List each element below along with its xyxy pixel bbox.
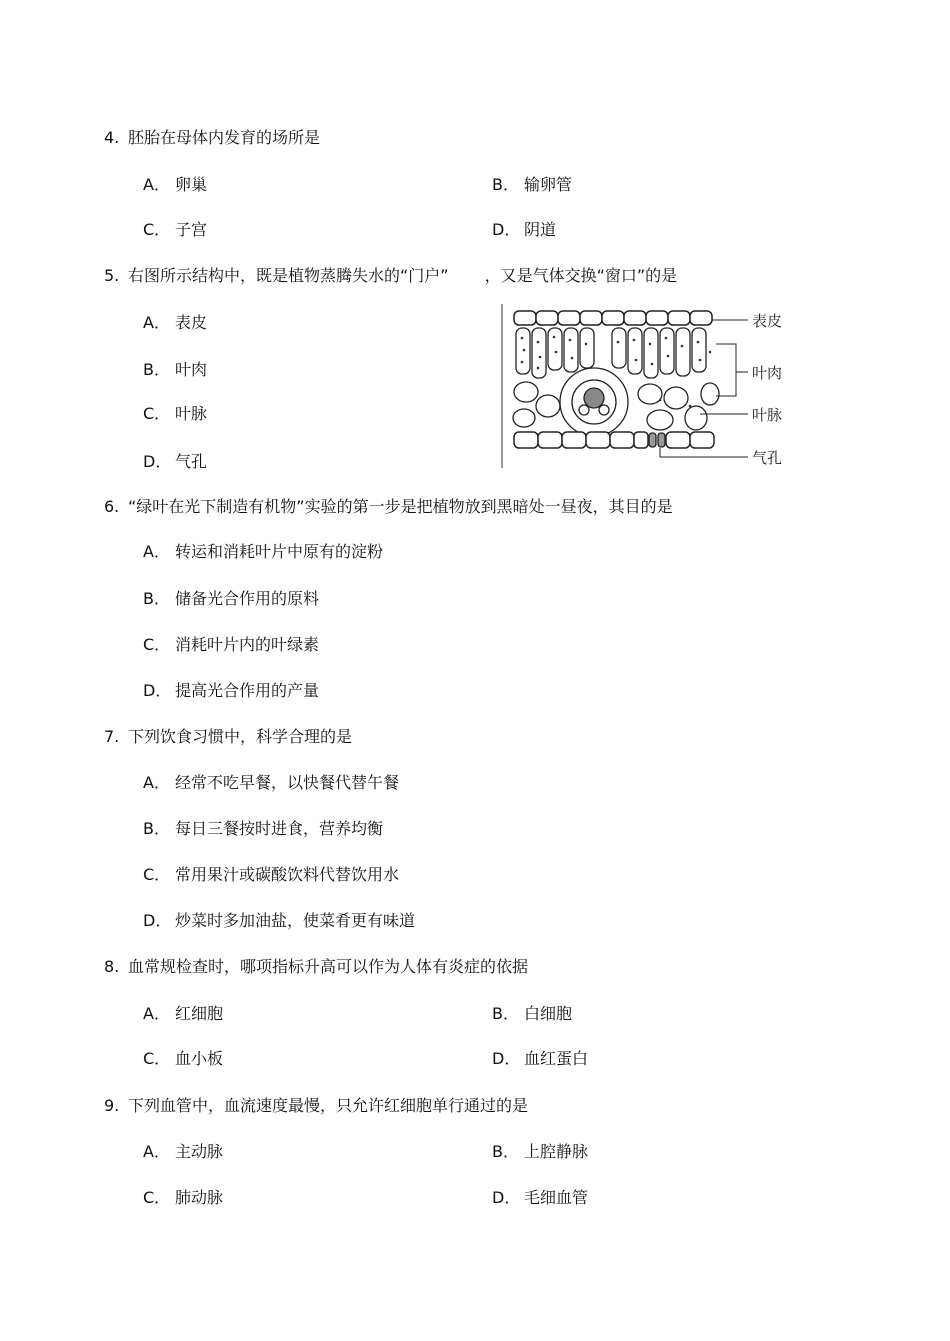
option-c: C． 叶脉: [143, 404, 208, 423]
option-b: B． 白细胞: [492, 1004, 573, 1023]
label-vein: 叶脉: [752, 406, 783, 424]
question-number: 7.: [104, 727, 120, 746]
question-number: 8.: [104, 957, 120, 976]
option-a: A． 红细胞: [143, 1004, 224, 1023]
question-text: 血常规检查时，哪项指标升高可以作为人体有炎症的依据: [128, 957, 529, 976]
palisade-layer: [516, 328, 706, 378]
question-text: 胚胎在母体内发育的场所是: [128, 128, 321, 147]
question-text-part1: 右图所示结构中，既是植物蒸腾失水的“门户”: [128, 266, 449, 285]
option-c: C． 消耗叶片内的叶绿素: [143, 635, 320, 654]
question-text: 下列饮食习惯中，科学合理的是: [128, 727, 353, 746]
option-d: D． 炒菜时多加油盐，使菜肴更有味道: [143, 911, 416, 930]
option-b: B． 输卵管: [492, 175, 573, 194]
option-a: A． 卵巢: [143, 175, 208, 194]
upper-epidermis: [514, 311, 712, 325]
question-number: 5.: [104, 266, 120, 285]
question-number: 9.: [104, 1096, 120, 1115]
question-6-stem: [104, 497, 673, 517]
question-text: 下列血管中，血流速度最慢，只允许红细胞单行通过的是: [128, 1096, 529, 1115]
option-b: B． 储备光合作用的原料: [143, 589, 320, 608]
stoma-guard-cells: [649, 433, 665, 447]
question-8-stem: [104, 957, 528, 977]
option-a: A． 表皮: [143, 313, 208, 332]
option-a: A． 主动脉: [143, 1142, 224, 1161]
question-4-stem: [104, 128, 320, 148]
option-c: C． 肺动脉: [143, 1188, 224, 1207]
label-epidermis: 表皮: [752, 312, 783, 330]
lower-epidermis: [514, 432, 714, 448]
option-a: A． 经常不吃早餐，以快餐代替午餐: [143, 773, 400, 792]
leaf-cross-section-figure: [500, 302, 800, 470]
vein-bundle: [560, 368, 628, 436]
option-d: D． 提高光合作用的产量: [143, 681, 320, 700]
question-text-part2: ，又是气体交换“窗口”的是: [484, 266, 678, 285]
option-d: D． 阴道: [492, 220, 557, 239]
label-mesophyll: 叶肉: [752, 364, 783, 382]
option-a: A． 转运和消耗叶片中原有的淀粉: [143, 542, 384, 561]
option-d: D． 毛细血管: [492, 1188, 589, 1207]
option-c: C． 子宫: [143, 220, 208, 239]
label-stoma: 气孔: [752, 449, 783, 467]
option-b: B． 上腔静脉: [492, 1142, 589, 1161]
question-9-stem: [104, 1096, 528, 1116]
question-number: 4.: [104, 128, 120, 147]
option-b: B． 叶肉: [143, 360, 208, 379]
option-c: C． 常用果汁或碳酸饮料代替饮用水: [143, 865, 400, 884]
question-number: 6.: [104, 497, 120, 516]
question-5-stem: [104, 266, 677, 286]
option-b: B． 每日三餐按时进食，营养均衡: [143, 819, 384, 838]
question-7-stem: [104, 727, 352, 747]
question-text: “绿叶在光下制造有机物”实验的第一步是把植物放到黑暗处一昼夜，其目的是: [128, 497, 673, 516]
option-d: D． 血红蛋白: [492, 1049, 589, 1068]
option-d: D． 气孔: [143, 452, 208, 471]
option-c: C． 血小板: [143, 1049, 224, 1068]
